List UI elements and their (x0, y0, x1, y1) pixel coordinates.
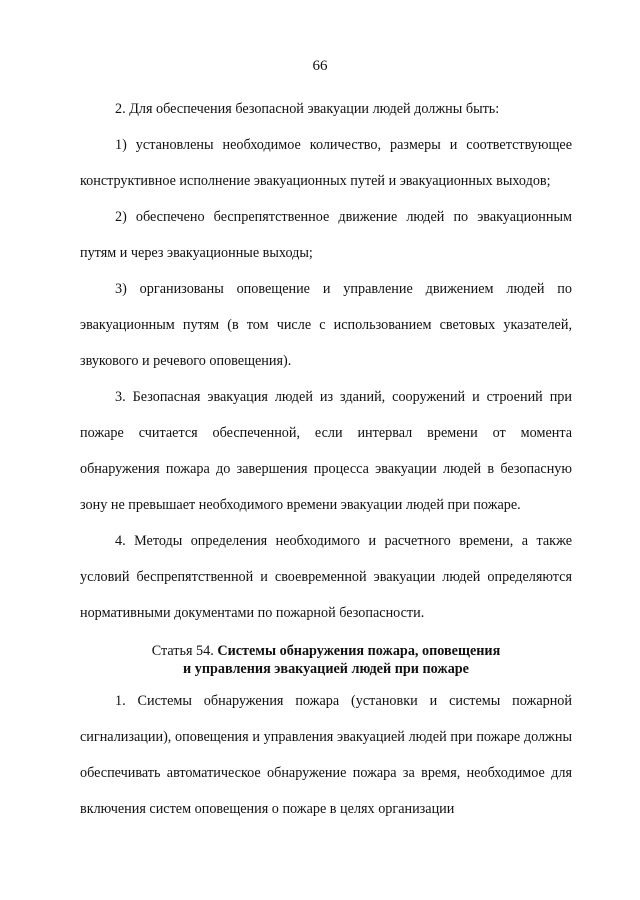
paragraph-item-3: 3. Безопасная эвакуация людей из зданий, сооружений и строений при пожаре считается обеспеченной, если интервал времени от момента обнаружения пожара до завершения процесса эвакуации людей в безопасную зону не превышает необходимого времени эвакуации людей при пожаре. (80, 389, 572, 513)
article-heading (80, 642, 572, 678)
paragraph-subitem-1: 1) установлены необходимое количество, размеры и соответствующее конструктивное исполнение эвакуационных путей и эвакуационных выходов; (80, 137, 572, 189)
document-body (80, 91, 572, 827)
article-paragraph-1: 1. Системы обнаружения пожара (установки и системы пожарной сигнализации), оповещения и управления эвакуацией людей при пожаре должны обеспечивать автоматическое обнаружение пожара за время, необходимое для включения систем оповещения о пожаре в целях организации (80, 693, 572, 817)
article-title-line2: и управления эвакуацией людей при пожаре (183, 661, 469, 677)
paragraph-subitem-2: 2) обеспечено беспрепятственное движение людей по эвакуационным путям и через эвакуационные выходы; (80, 209, 572, 261)
article-title-line1: Системы обнаружения пожара, оповещения (217, 643, 501, 659)
article-label: Статья 54. (151, 643, 214, 659)
page-number: 66 (312, 58, 328, 74)
paragraph-item-2: 2. Для обеспечения безопасной эвакуации людей должны быть: (115, 101, 500, 117)
paragraph-item-4: 4. Методы определения необходимого и расчетного времени, а также условий беспрепятственной и своевременной эвакуации людей определяются нормативными документами по пожарной безопасности. (80, 533, 572, 621)
paragraph-subitem-3: 3) организованы оповещение и управление движением людей по эвакуационным путям (в том числе с использованием световых указателей, звукового и речевого оповещения). (80, 281, 572, 369)
